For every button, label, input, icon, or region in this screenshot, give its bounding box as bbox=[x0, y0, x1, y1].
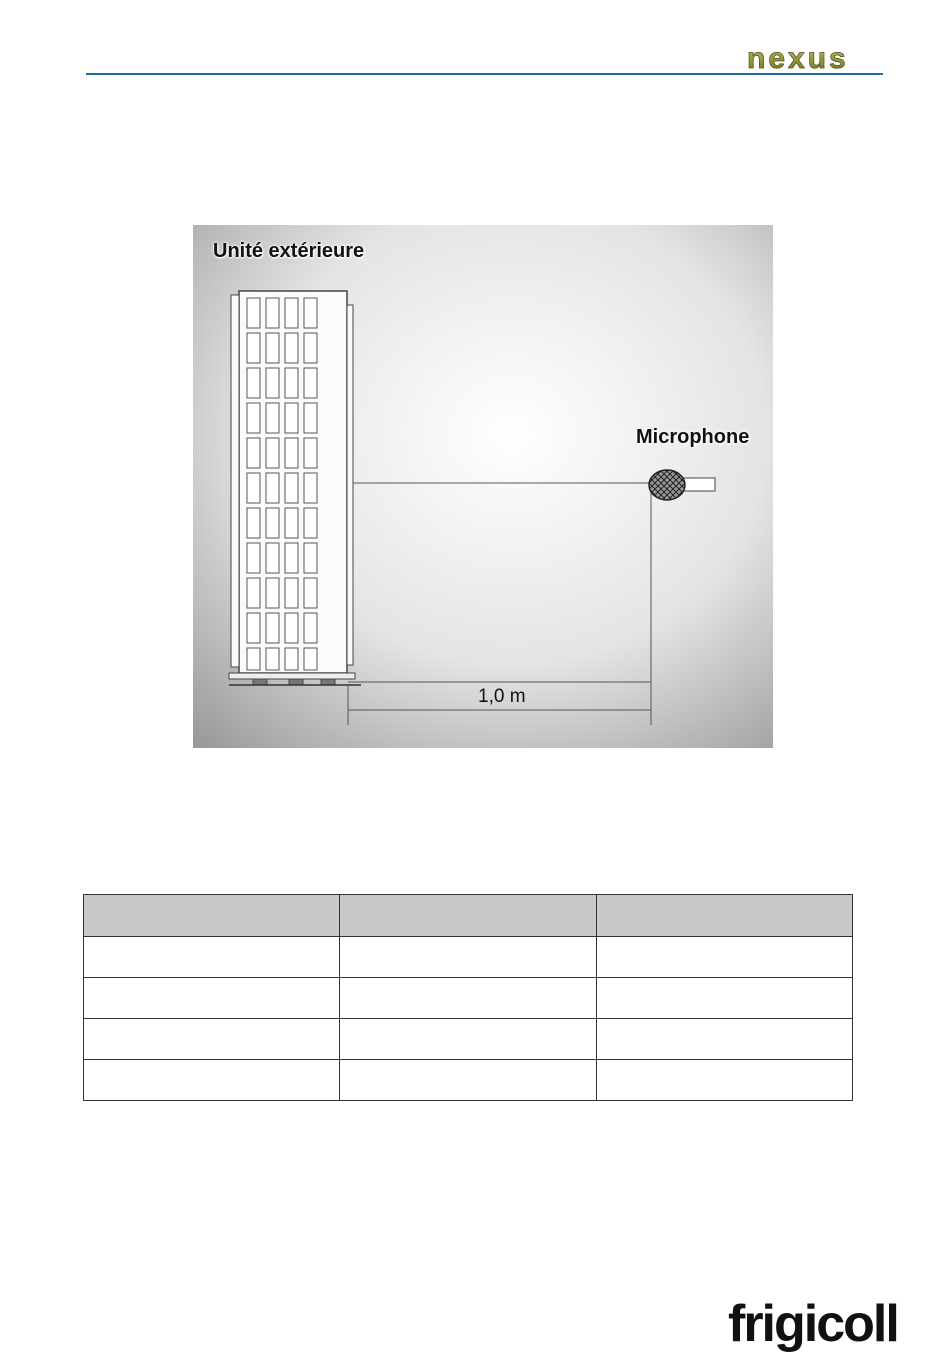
outdoor-unit-shape bbox=[229, 291, 355, 685]
table-row bbox=[84, 1060, 853, 1101]
table-row bbox=[84, 1019, 853, 1060]
table-cell bbox=[596, 1019, 852, 1060]
nexus-logo-text: nexus bbox=[747, 44, 849, 74]
measurement-diagram bbox=[193, 225, 773, 748]
table-cell bbox=[340, 937, 596, 978]
microphone-label: Microphone bbox=[636, 426, 750, 448]
table-header-row bbox=[84, 895, 853, 937]
table-cell bbox=[596, 1060, 852, 1101]
nexus-logo bbox=[745, 44, 885, 74]
data-table bbox=[83, 894, 853, 1101]
distance-label: 1,0 m bbox=[478, 686, 526, 707]
table-header-cell bbox=[340, 895, 596, 937]
table-cell bbox=[84, 937, 340, 978]
frigicoll-logo-text: frigicoll bbox=[728, 1295, 898, 1353]
table-cell bbox=[340, 1060, 596, 1101]
table-header-cell bbox=[596, 895, 852, 937]
table-cell bbox=[340, 978, 596, 1019]
table-cell bbox=[340, 1019, 596, 1060]
outdoor-unit-label: Unité extérieure bbox=[213, 240, 365, 262]
table-row bbox=[84, 978, 853, 1019]
table-cell bbox=[596, 937, 852, 978]
table-header-cell bbox=[84, 895, 340, 937]
frigicoll-logo bbox=[728, 1293, 903, 1359]
table-cell bbox=[84, 978, 340, 1019]
table-cell bbox=[596, 978, 852, 1019]
table-row bbox=[84, 937, 853, 978]
table-cell bbox=[84, 1060, 340, 1101]
table-cell bbox=[84, 1019, 340, 1060]
